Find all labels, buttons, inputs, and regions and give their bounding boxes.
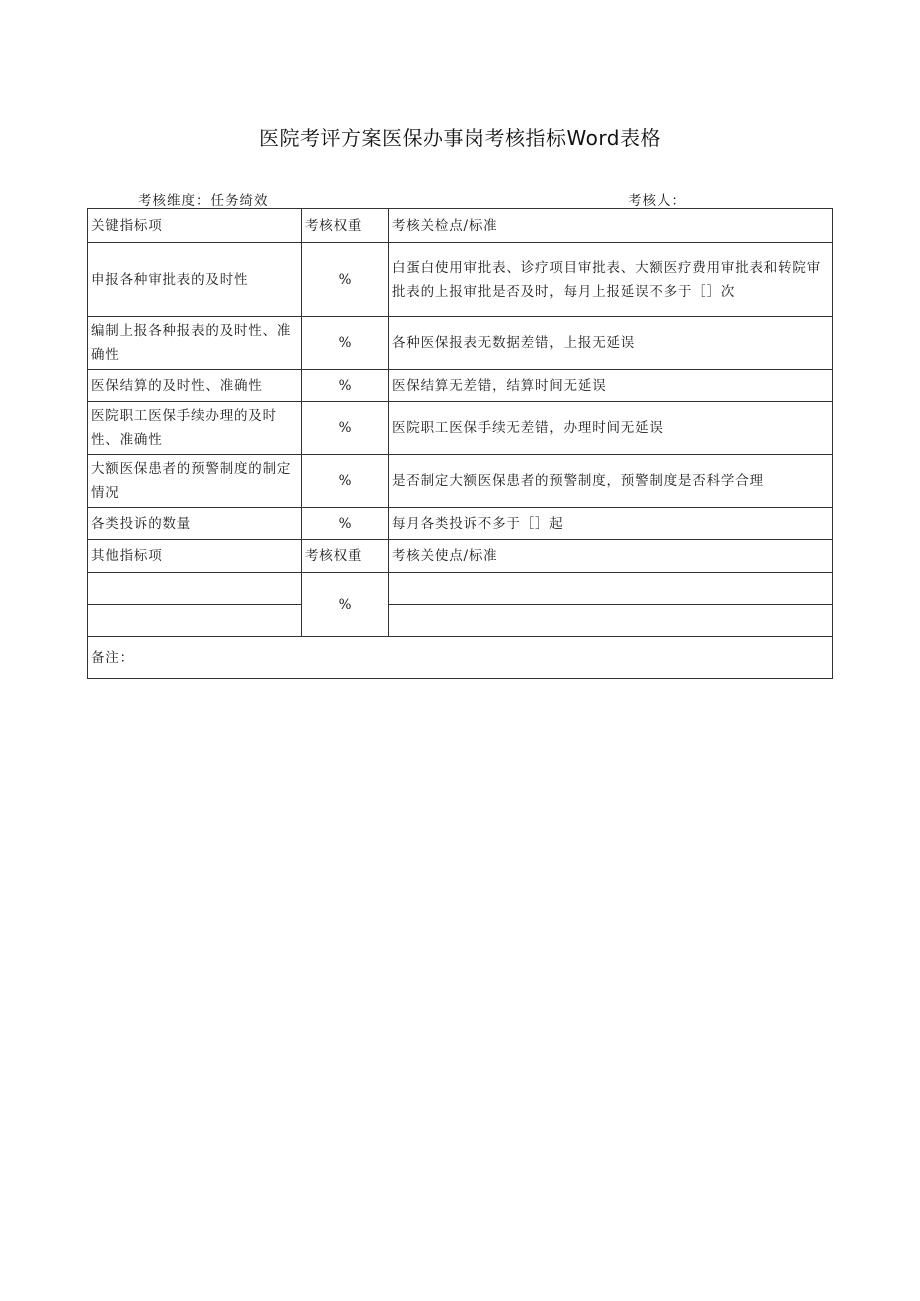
standard-cell: 各种医保报表无数据差错，上报无延误 bbox=[389, 317, 833, 370]
other-indicator-cell bbox=[88, 573, 302, 605]
table-row bbox=[88, 317, 833, 370]
header-weight: 考核权重 bbox=[302, 209, 389, 243]
notes-cell: 备注： bbox=[88, 637, 833, 679]
indicator-cell: 医院职工医保手续办理的及时性、准确性 bbox=[88, 402, 302, 455]
table-row bbox=[88, 605, 833, 637]
table-row bbox=[88, 455, 833, 508]
standard-cell: 是否制定大额医保患者的预警制度，预警制度是否科学合理 bbox=[389, 455, 833, 508]
table-row bbox=[88, 370, 833, 402]
other-header-indicator: 其他指标项 bbox=[88, 540, 302, 573]
standard-cell: 每月各类投诉不多于［］起 bbox=[389, 508, 833, 540]
table-row bbox=[88, 402, 833, 455]
other-standard-cell bbox=[389, 573, 833, 605]
indicator-cell: 医保结算的及时性、准确性 bbox=[88, 370, 302, 402]
indicator-cell: 编制上报各种报表的及时性、准确性 bbox=[88, 317, 302, 370]
indicator-cell: 各类投诉的数量 bbox=[88, 508, 302, 540]
weight-cell: % bbox=[302, 402, 389, 455]
weight-cell: % bbox=[302, 243, 389, 317]
weight-cell: % bbox=[302, 508, 389, 540]
standard-cell: 医院职工医保手续无差错，办理时间无延误 bbox=[389, 402, 833, 455]
other-standard-cell bbox=[389, 605, 833, 637]
table-row bbox=[88, 243, 833, 317]
assessment-table bbox=[87, 208, 833, 679]
weight-cell: % bbox=[302, 370, 389, 402]
indicator-cell: 申报各种审批表的及时性 bbox=[88, 243, 302, 317]
notes-row bbox=[88, 637, 833, 679]
weight-cell: % bbox=[302, 317, 389, 370]
indicator-cell: 大额医保患者的预警制度的制定情况 bbox=[88, 455, 302, 508]
assessor-label: 考核人： bbox=[628, 193, 686, 209]
header-indicator: 关键指标项 bbox=[88, 209, 302, 243]
page-title: 医院考评方案医保办事岗考核指标Word表格 bbox=[259, 126, 661, 150]
table-header-row bbox=[88, 209, 833, 243]
header-standard: 考核关检点/标准 bbox=[389, 209, 833, 243]
other-header-row bbox=[88, 540, 833, 573]
assessment-dimension-label: 考核维度：任务绮效 bbox=[138, 193, 269, 209]
table-row bbox=[88, 508, 833, 540]
other-indicator-cell bbox=[88, 605, 302, 637]
standard-cell: 医保结算无差错，结算时间无延误 bbox=[389, 370, 833, 402]
other-weight-cell: % bbox=[302, 573, 389, 637]
standard-cell: 白蛋白使用审批表、诊疗项目审批表、大额医疗费用审批表和转院审批表的上报审批是否及时，每月上报延误不多于［］次 bbox=[389, 243, 833, 317]
other-header-standard: 考核关使点/标准 bbox=[389, 540, 833, 573]
other-header-weight: 考核权重 bbox=[302, 540, 389, 573]
table-row bbox=[88, 573, 833, 605]
weight-cell: % bbox=[302, 455, 389, 508]
